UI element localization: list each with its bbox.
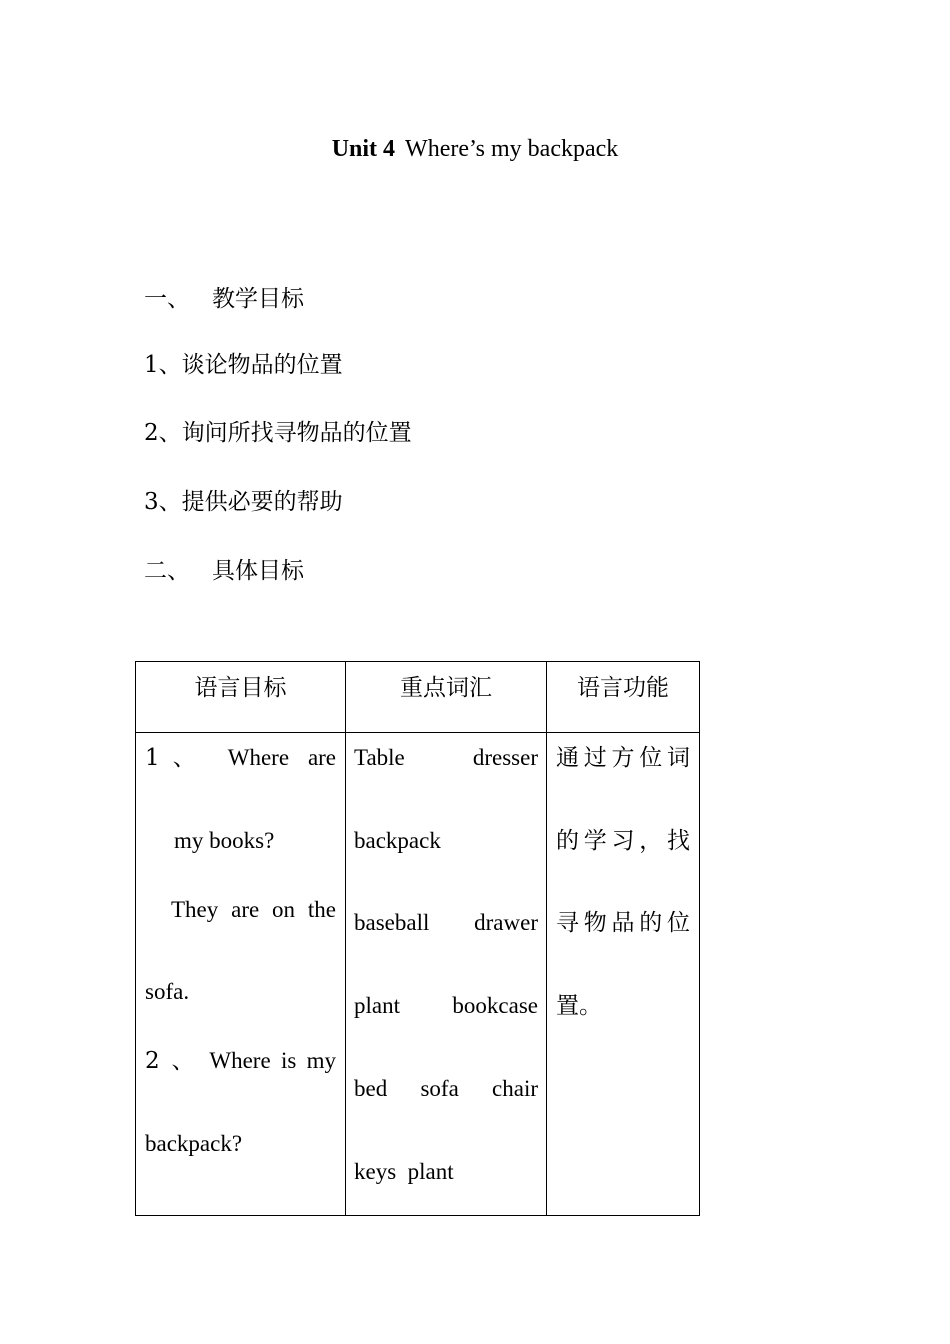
objectives-table xyxy=(135,661,700,1216)
goal-line: backpack? xyxy=(145,1131,243,1156)
goal-line: my books? xyxy=(174,828,275,853)
vocab-line: backpack xyxy=(354,828,441,853)
objective-item-3: 3、提供必要的帮助 xyxy=(144,489,343,515)
page-title xyxy=(0,134,950,164)
objective-item-1: 1、谈论物品的位置 xyxy=(144,352,343,378)
cell-language-function xyxy=(547,733,700,1216)
title-text: Where’s my backpack xyxy=(405,136,619,162)
section-number: 二、 xyxy=(144,558,190,584)
header-key-vocabulary: 重点词汇 xyxy=(346,662,547,733)
header-language-function: 语言功能 xyxy=(547,662,700,733)
vocab-line: plant bookcase xyxy=(354,993,538,1018)
vocab-line: bed sofa chair xyxy=(354,1076,539,1101)
function-line: 通过方位词 xyxy=(556,745,690,771)
table-header-row xyxy=(136,662,700,733)
goal-line: They are on the xyxy=(171,897,336,922)
goal-line: 1、 Where are xyxy=(145,745,337,771)
function-line: 置。 xyxy=(556,993,602,1019)
vocab-line: baseball drawer xyxy=(354,910,538,935)
cell-key-vocabulary xyxy=(346,733,547,1216)
goal-line: 2 、 Where is my xyxy=(145,1048,337,1074)
vocab-line: Table dresser xyxy=(354,745,538,770)
table-row xyxy=(136,733,700,1216)
goal-line: sofa. xyxy=(145,979,190,1004)
function-line: 的学习，找 xyxy=(556,828,690,854)
section-heading-1 xyxy=(144,284,304,314)
section-number: 一、 xyxy=(144,286,190,312)
cell-language-goals xyxy=(136,733,346,1216)
header-language-goals: 语言目标 xyxy=(136,662,346,733)
vocab-line: keys plant xyxy=(354,1159,454,1184)
section-title: 具体目标 xyxy=(212,558,304,584)
unit-label: Unit 4 xyxy=(331,136,396,162)
function-line: 寻物品的位 xyxy=(556,910,690,936)
section-heading-2 xyxy=(144,556,304,586)
objective-item-2: 2、询问所找寻物品的位置 xyxy=(144,420,412,446)
section-title: 教学目标 xyxy=(212,286,304,312)
